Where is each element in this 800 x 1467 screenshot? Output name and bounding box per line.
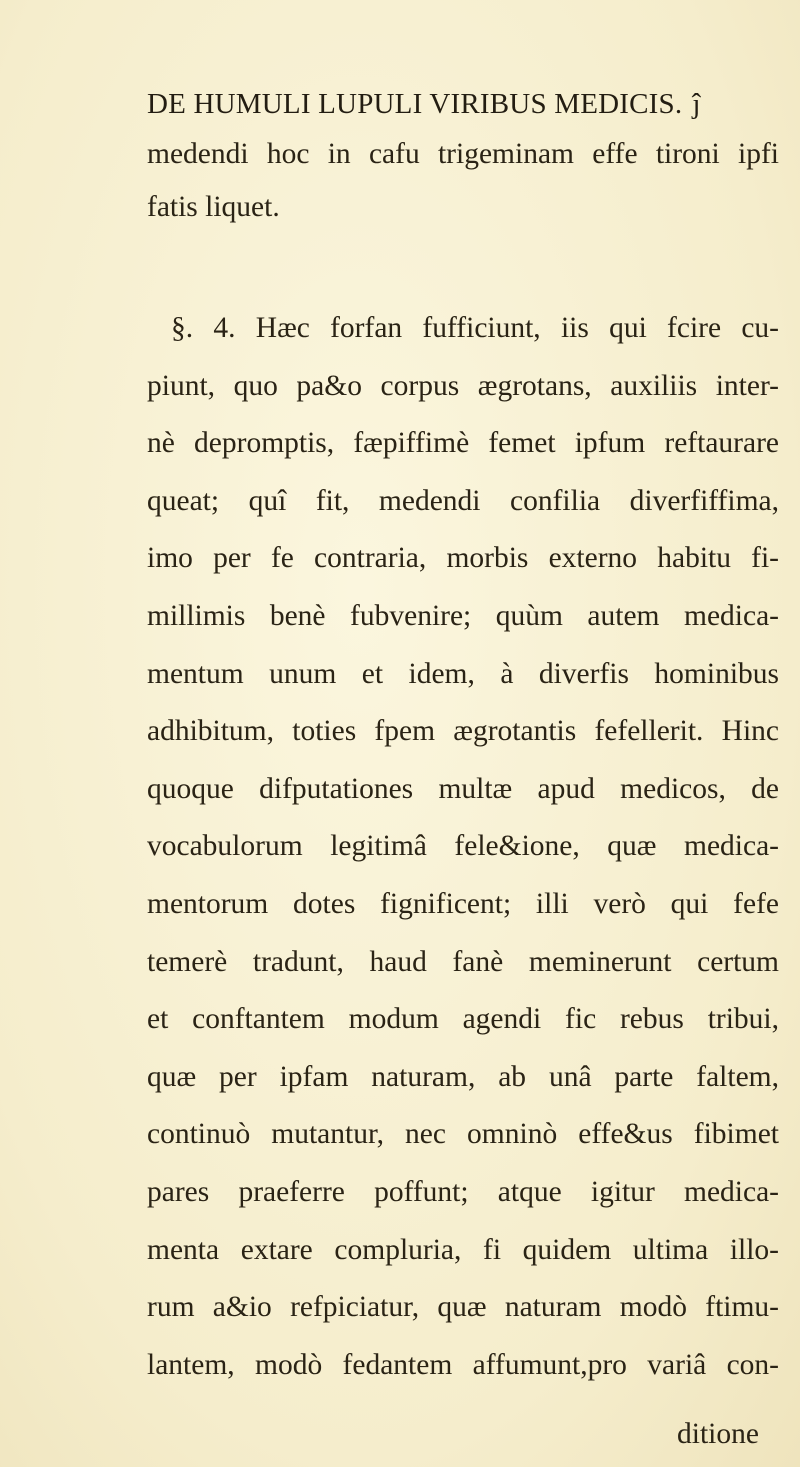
text-line: continuò mutantur, nec omninò effe&us fibimet <box>147 1118 779 1150</box>
text-line: adhibitum, toties fpem ægrotantis fefellerit. Hinc <box>147 715 779 747</box>
text-line: fatis liquet. <box>147 191 280 223</box>
text-line: mentorum dotes fignificent; illi verò qui fefe <box>147 888 779 920</box>
running-head <box>147 88 701 121</box>
text-line: medendi hoc in cafu trigeminam effe tironi ipfi <box>147 138 779 170</box>
text-line: imo per fe contraria, morbis externo habitu fi- <box>147 542 779 574</box>
text-line: nè depromptis, fæpiffimè femet ipfum reftaurare <box>147 427 779 459</box>
text-line: et conftantem modum agendi fic rebus tribui, <box>147 1003 779 1035</box>
text-line: quæ per ipfam naturam, ab unâ parte faltem, <box>147 1061 779 1093</box>
text-line: quoque difputationes multæ apud medicos, de <box>147 773 779 805</box>
text-line: vocabulorum legitimâ fele&ione, quæ medica- <box>147 830 779 862</box>
text-line: piunt, quo pa&o corpus ægrotans, auxiliis inter- <box>147 370 779 402</box>
catchword: ditione <box>677 1418 759 1450</box>
text-line: pares praeferre poffunt; atque igitur medica- <box>147 1176 779 1208</box>
text-line: rum a&io refpiciatur, quæ naturam modò ftimu- <box>147 1291 779 1323</box>
text-line: queat; quî fit, medendi confilia diverfiffima, <box>147 485 779 517</box>
text-line: mentum unum et idem, à diverfis hominibus <box>147 658 779 690</box>
running-head-title: DE HUMULI LUPULI VIRIBUS MEDICIS. <box>147 88 683 120</box>
text-line: lantem, modò fedantem affumunt,pro variâ con- <box>147 1349 779 1381</box>
text-line: menta extare compluria, fi quidem ultima illo- <box>147 1234 779 1266</box>
text-line: millimis benè fubvenire; quùm autem medica- <box>147 600 779 632</box>
page-number: ĵ <box>692 88 701 120</box>
paragraph-start-line: §. 4. Hæc forfan fufficiunt, iis qui fcire cu- <box>171 312 779 344</box>
text-line: temerè tradunt, haud fanè meminerunt certum <box>147 946 779 978</box>
